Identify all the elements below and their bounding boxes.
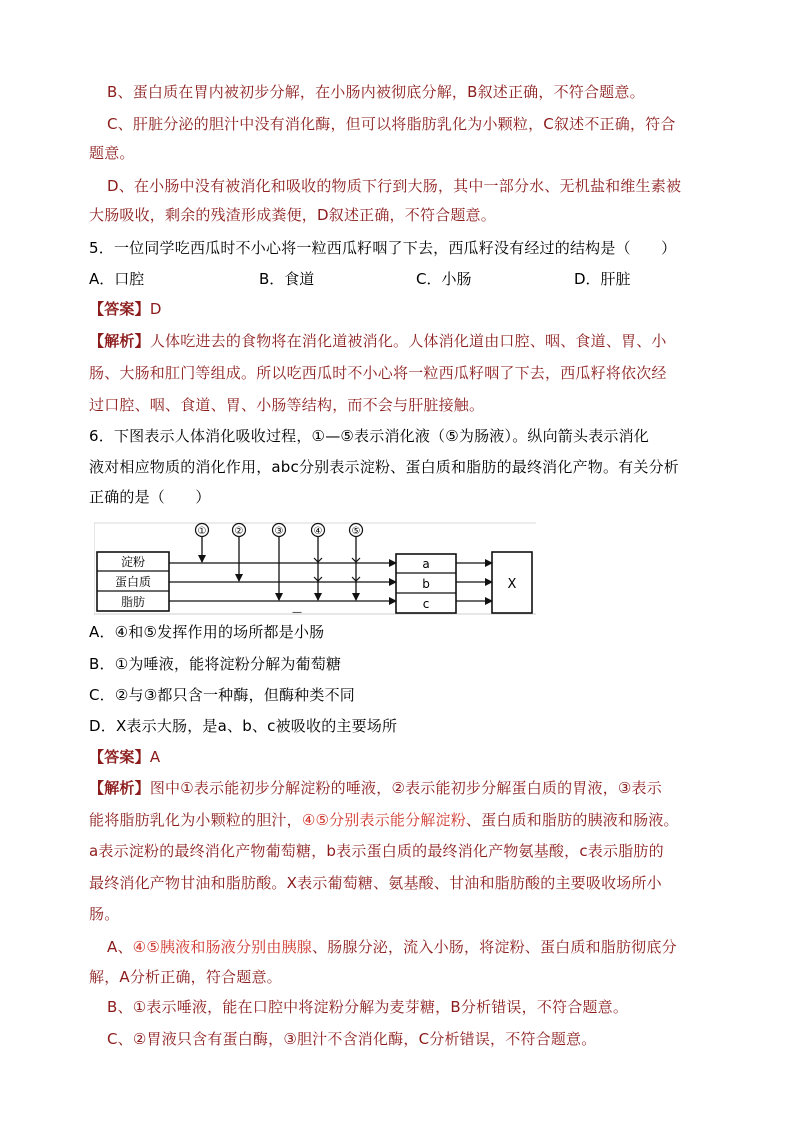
option-a-highlight: ④⑤胰液和肠液分别由胰腺 <box>132 938 312 956</box>
q6-option-d: D．X表示大肠，是a、b、c被吸收的主要场所 <box>89 717 398 735</box>
product-a: a <box>422 557 430 571</box>
answer-value: A <box>149 748 161 766</box>
dash-mark: — <box>292 607 302 617</box>
svg-text:⑤: ⑤ <box>351 526 361 537</box>
q6-option-b: B．①为唾液，能将淀粉分解为葡萄糖 <box>89 655 342 673</box>
absorption-x-label: X <box>507 577 517 592</box>
prev-analysis-d-line2: 大肠吸收，剩余的残渣形成粪便，D叙述正确，不符合题意。 <box>89 206 496 224</box>
juice-5 <box>350 524 363 601</box>
q6-option-a: A．④和⑤发挥作用的场所都是小肠 <box>89 623 325 641</box>
q6-analysis-a-line2: 解，A分析正确，符合题意。 <box>89 968 282 986</box>
q6-option-c: C．②与③都只含一种酶，但酶种类不同 <box>89 686 355 704</box>
product-boxes <box>396 554 456 613</box>
q6-stem-line1: 6．下图表示人体消化吸收过程，①—⑤表示消化液（⑤为肠液）。纵向箭头表示消化 <box>89 427 649 445</box>
q6-stem-line2: 液对相应物质的消化作用，abc分别表示淀粉、蛋白质和脂肪的最终消化产物。有关分析 <box>89 458 679 476</box>
substance-starch: 淀粉 <box>120 555 146 569</box>
svg-text:②: ② <box>234 526 244 537</box>
q6-analysis-line3: a表示淀粉的最终消化产物葡萄糖，b表示蛋白质的最终消化产物氨基酸，c表示脂肪的 <box>89 842 664 860</box>
svg-text:④: ④ <box>313 526 323 537</box>
q6-analysis-c: C、②胃液只含有蛋白酶，③胆汁不含消化酶，C分析错误，不符合题意。 <box>107 1030 597 1048</box>
analysis-text: 图中①表示能初步分解淀粉的唾液，②表示能初步分解蛋白质的胃液，③表示 <box>149 779 662 797</box>
analysis-text-a: 能将脂肪乳化为小颗粒的胆汁， <box>89 811 302 829</box>
substance-protein: 蛋白质 <box>114 575 152 589</box>
prev-analysis-d-line1: D、在小肠中没有被消化和吸收的物质下行到大肠，其中一部分水、无机盐和维生素被 <box>107 177 682 195</box>
analysis-tag: 【解析】 <box>89 332 150 350</box>
q6-answer <box>89 747 160 767</box>
q6-analysis-line1 <box>89 778 662 798</box>
option-a-rest: 、肠腺分泌，流入小肠，将淀粉、蛋白质和脂肪彻底分 <box>311 938 677 956</box>
analysis-text-c: 、蛋白质和脂肪的胰液和肠液。 <box>465 811 679 829</box>
option-a-prefix: A、 <box>107 938 133 956</box>
answer-tag: 【答案】 <box>89 300 150 318</box>
q6-analysis-line2 <box>89 810 679 830</box>
q6-analysis-line4: 最终消化产物甘油和脂肪酸。X表示葡萄糖、氨基酸、甘油和脂肪酸的主要吸收场所小 <box>89 874 662 892</box>
q5-analysis-line2: 肠、大肠和肛门等组成。所以吃西瓜时不小心将一粒西瓜籽咽了下去，西瓜籽将依次经 <box>89 364 667 382</box>
q6-stem-line3: 正确的是（ ） <box>89 488 211 506</box>
analysis-text: 人体吃进去的食物将在消化道被消化。人体消化道由口腔、咽、食道、胃、小 <box>149 332 667 350</box>
substance-boxes <box>97 552 169 611</box>
answer-tag: 【答案】 <box>89 748 150 766</box>
juice-2 <box>233 524 246 582</box>
juice-1 <box>196 524 209 563</box>
prev-analysis-c-line2: 题意。 <box>89 144 135 162</box>
svg-text:③: ③ <box>274 526 284 537</box>
q5-stem: 5．一位同学吃西瓜时不小心将一粒西瓜籽咽了下去，西瓜籽没有经过的结构是（ ） <box>89 239 677 257</box>
q5-option-b: B．食道 <box>259 270 315 288</box>
q5-option-c: C．小肠 <box>416 270 472 288</box>
q5-analysis-line1 <box>89 331 667 351</box>
product-c: c <box>422 597 430 611</box>
q5-analysis-line3: 过口腔、咽、食道、胃、小肠等结构，而不会与肝脏接触。 <box>89 396 485 414</box>
svg-text:①: ① <box>197 526 207 537</box>
prev-analysis-b: B、蛋白质在胃内被初步分解，在小肠内被彻底分解，B叙述正确，不符合题意。 <box>107 83 645 101</box>
answer-value: D <box>149 300 162 318</box>
analysis-text-highlight: ④⑤分别表示能分解淀粉 <box>301 811 466 829</box>
analysis-tag: 【解析】 <box>89 779 150 797</box>
q6-analysis-b: B、①表示唾液，能在口腔中将淀粉分解为麦芽糖，B分析错误，不符合题意。 <box>107 998 629 1016</box>
digestion-diagram <box>94 521 536 617</box>
product-b: b <box>422 577 430 591</box>
q6-analysis-a-line1 <box>107 937 677 957</box>
q5-answer <box>89 299 162 319</box>
q5-option-a: A．口腔 <box>89 270 145 288</box>
prev-analysis-c-line1: C、肝脏分泌的胆汁中没有消化酶，但可以将脂肪乳化为小颗粒，C叙述不正确，符合 <box>107 115 676 133</box>
q5-option-d: D．肝脏 <box>574 270 631 288</box>
q6-analysis-line5: 肠。 <box>89 905 120 923</box>
juice-3 <box>273 524 286 601</box>
substance-fat: 脂肪 <box>120 595 146 609</box>
juice-4 <box>312 524 325 601</box>
